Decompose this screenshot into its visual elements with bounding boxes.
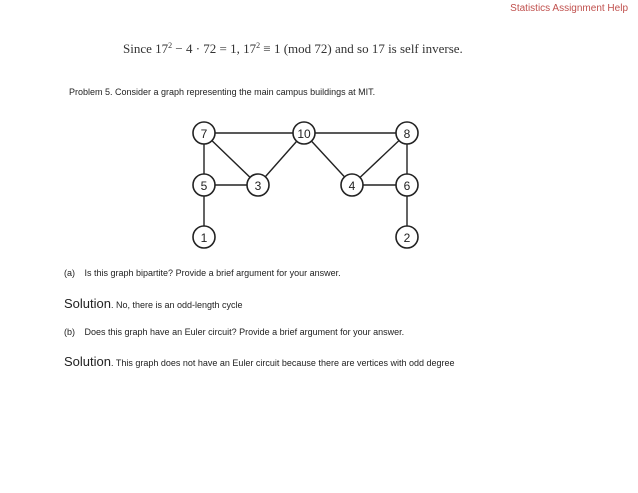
node-3-label: 3 <box>254 179 262 193</box>
node-7-label: 7 <box>200 127 208 141</box>
math-since: Since 17 <box>123 41 169 56</box>
node-2-label: 2 <box>403 231 411 245</box>
math-congruent: ≡ 1 (mod 72) and so 17 is self inverse. <box>260 41 463 56</box>
header-title: Statistics Assignment Help <box>510 3 628 14</box>
question-a-label: (a) <box>64 268 75 278</box>
math-exp-1: 2 <box>168 41 173 50</box>
solution-b-word: Solution <box>64 354 111 369</box>
node-1-label: 1 <box>200 231 208 245</box>
math-minus: − 4 · 72 = 1, 17 <box>172 41 257 56</box>
node-10-label: 10 <box>297 127 311 141</box>
math-line <box>123 41 463 57</box>
math-exp-2: 2 <box>256 41 261 50</box>
solution-b-text: . This graph does not have an Euler circuit because there are vertices with odd degree <box>110 358 455 368</box>
node-4-label: 4 <box>348 179 356 193</box>
question-b-text: Does this graph have an Euler circuit? Provide a brief argument for your answer. <box>84 327 405 337</box>
solution-a-text: . No, there is an odd-length cycle <box>110 300 243 310</box>
question-a-text: Is this graph bipartite? Provide a brief argument for your answer. <box>84 268 341 278</box>
node-6-label: 6 <box>403 179 411 193</box>
solution-a <box>64 296 243 311</box>
question-a <box>64 268 341 278</box>
node-8-label: 8 <box>403 127 411 141</box>
node-5-label: 5 <box>200 179 208 193</box>
solution-a-word: Solution <box>64 296 111 311</box>
solution-b <box>64 354 455 369</box>
question-b <box>64 327 404 337</box>
problem-statement: Problem 5. Consider a graph representing the main campus buildings at MIT. <box>69 87 376 97</box>
campus-graph <box>180 113 440 258</box>
question-b-label: (b) <box>64 327 75 337</box>
